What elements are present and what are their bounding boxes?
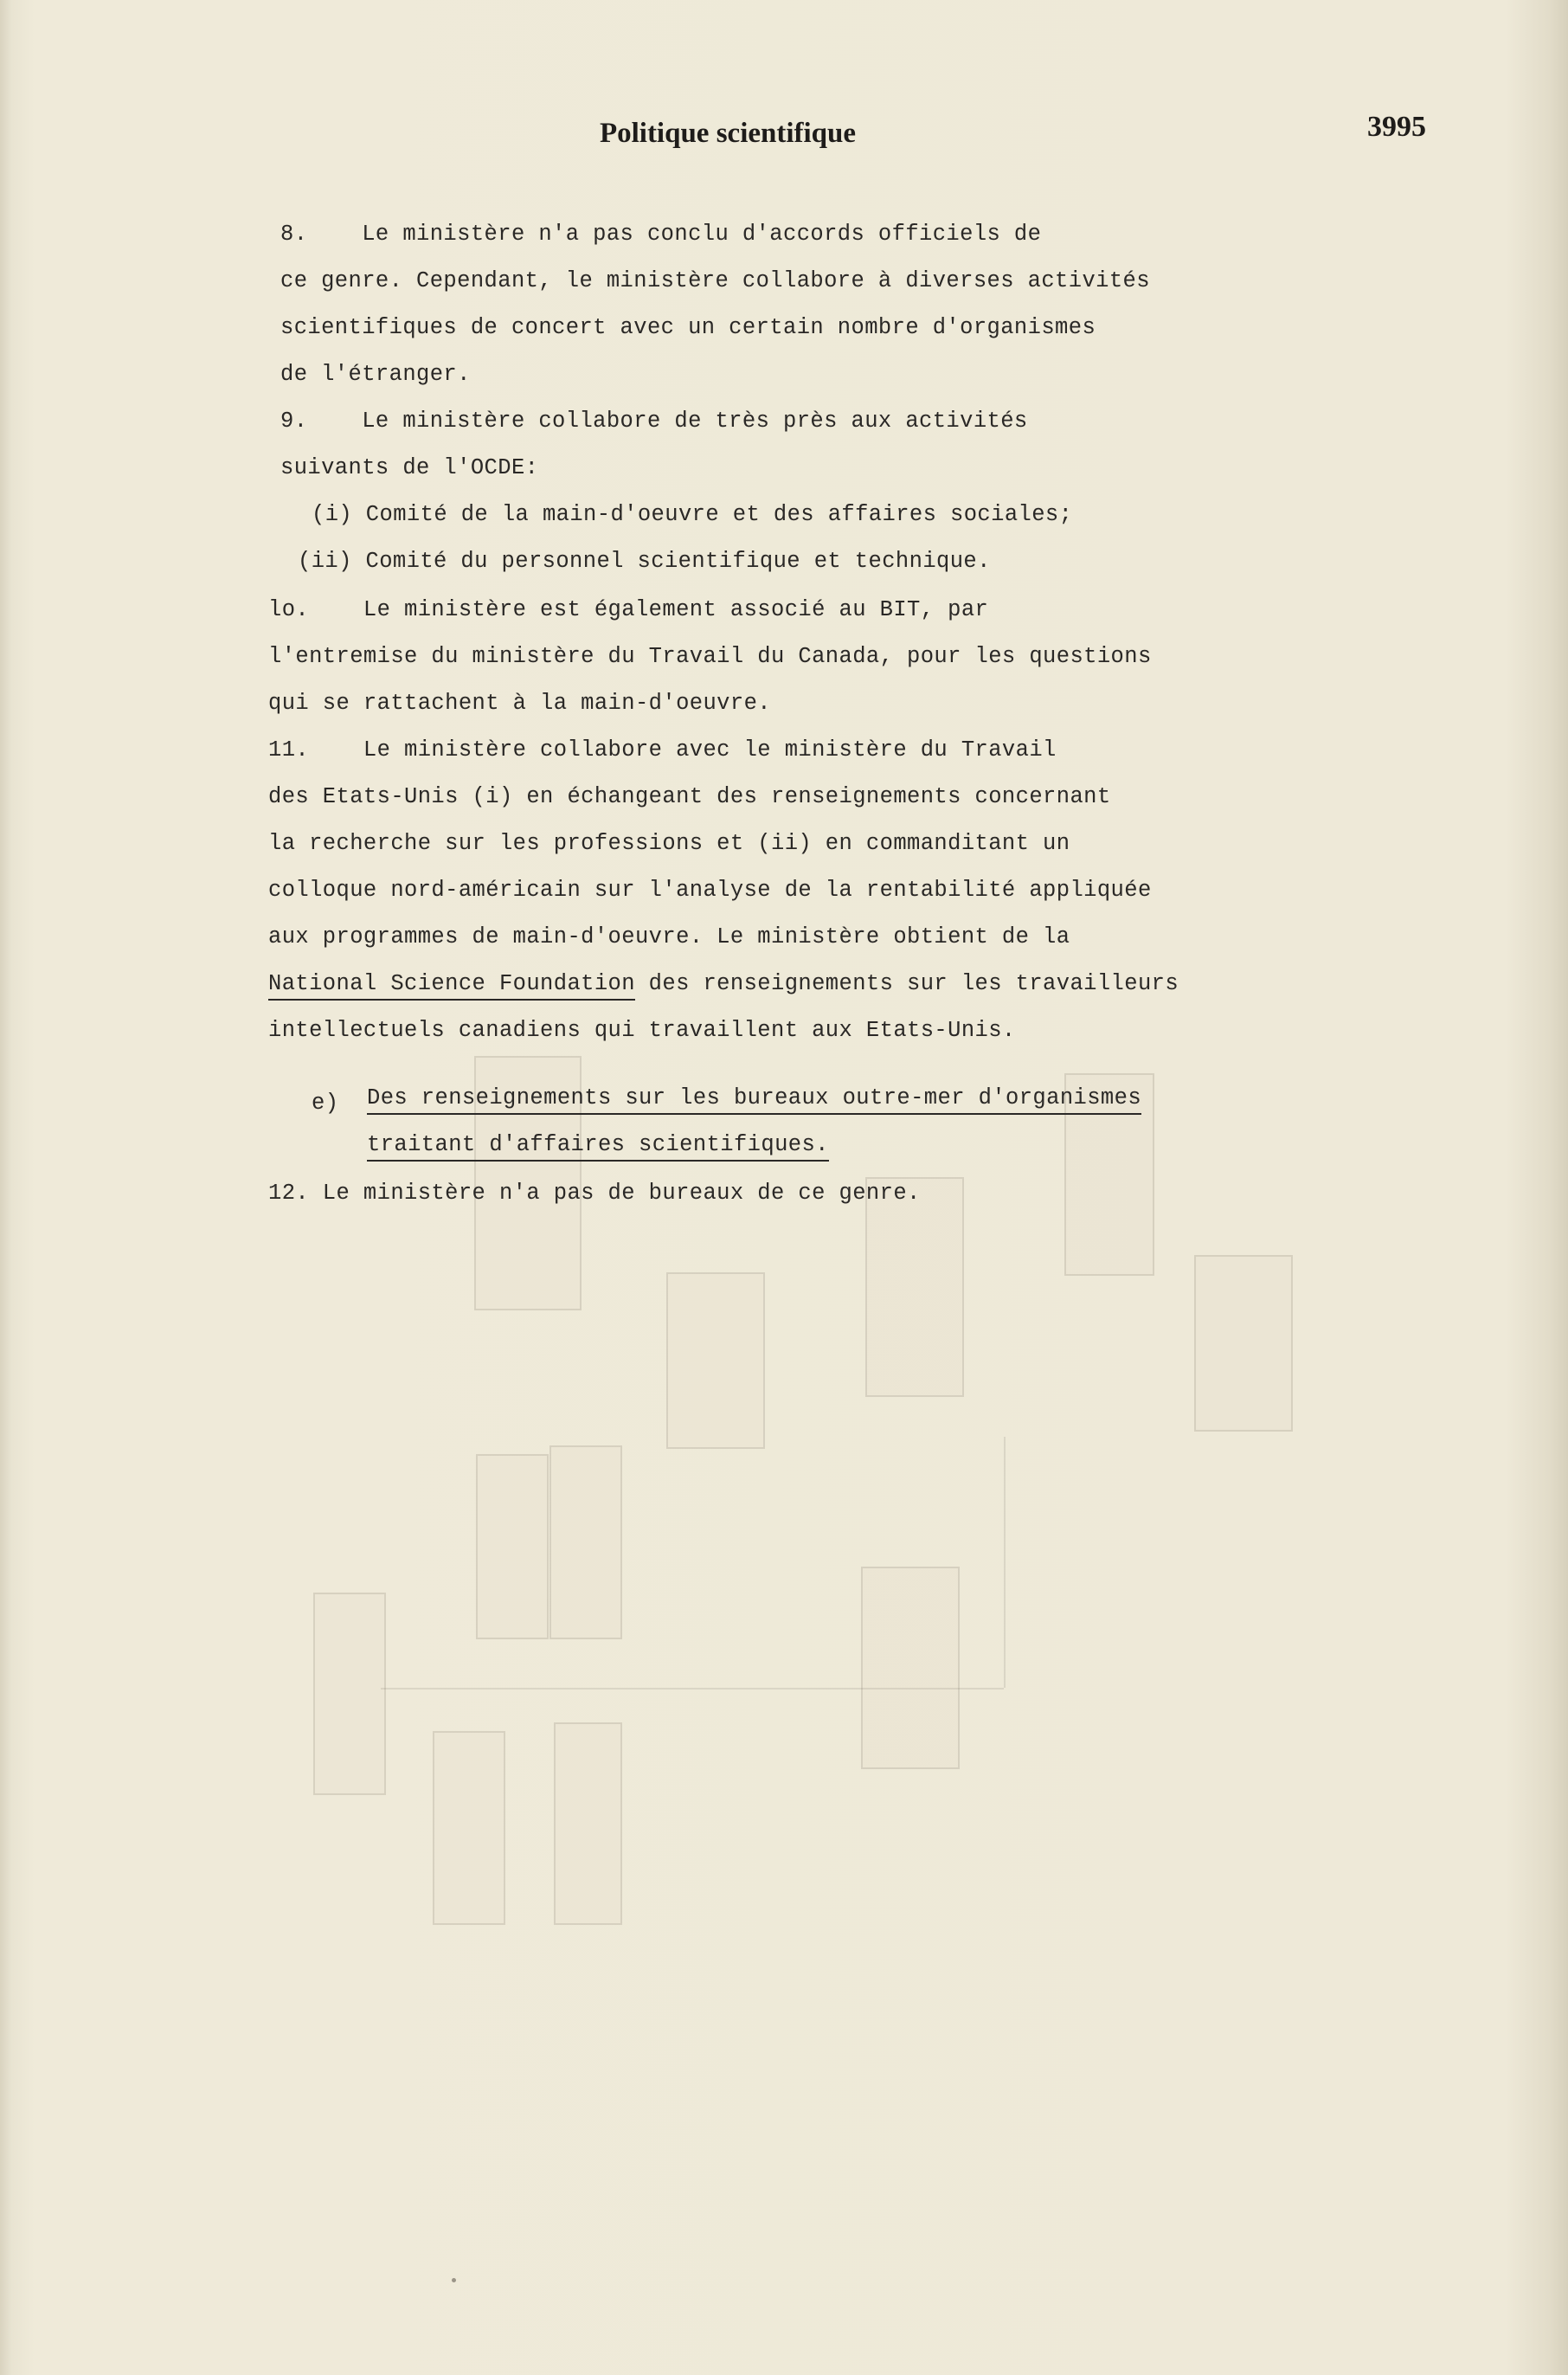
section-e-heading-line-1 xyxy=(367,1085,1141,1110)
paragraph-11-line-1: 11. Le ministère collabore avec le ministère du Travail xyxy=(268,737,1057,763)
show-through-box xyxy=(666,1272,765,1449)
section-e-heading-line-2 xyxy=(367,1132,829,1157)
paragraph-11-line-6 xyxy=(268,971,1179,996)
paragraph-8-line-2: ce genre. Cependant, le ministère collabore à diverses activités xyxy=(280,268,1150,293)
show-through-box xyxy=(433,1731,505,1925)
paragraph-10-line-2: l'entremise du ministère du Travail du Canada, pour les questions xyxy=(268,644,1152,669)
show-through-line xyxy=(1004,1437,1006,1688)
section-e-heading-text-1: Des renseignements sur les bureaux outre-mer d'organismes xyxy=(367,1085,1141,1115)
paragraph-11-line-3: la recherche sur les professions et (ii) en commanditant un xyxy=(268,831,1070,856)
section-e-heading-text-2: traitant d'affaires scientifiques. xyxy=(367,1132,829,1162)
list-item-i: (i) Comité de la main-d'oeuvre et des affaires sociales; xyxy=(312,502,1073,527)
page-title: Politique scientifique xyxy=(599,118,857,149)
paragraph-10-line-3: qui se rattachent à la main-d'oeuvre. xyxy=(268,691,771,716)
show-through-box xyxy=(554,1722,622,1925)
show-through-line xyxy=(381,1688,1004,1690)
paragraph-11-line-4: colloque nord-américain sur l'analyse de la rentabilité appliquée xyxy=(268,878,1152,903)
paragraph-12: 12. Le ministère n'a pas de bureaux de ce genre. xyxy=(268,1181,921,1206)
paragraph-11-line-2: des Etats-Unis (i) en échangeant des renseignements concernant xyxy=(268,784,1111,809)
paragraph-11-line-7: intellectuels canadiens qui travaillent aux Etats-Unis. xyxy=(268,1018,1016,1043)
show-through-box xyxy=(865,1177,964,1397)
paragraph-9-line-2: suivants de l'OCDE: xyxy=(280,455,539,480)
paragraph-9-line-1: 9. Le ministère collabore de très près aux activités xyxy=(280,409,1028,434)
show-through-box xyxy=(1194,1255,1293,1432)
paragraph-8-line-1: 8. Le ministère n'a pas conclu d'accords officiels de xyxy=(280,222,1042,247)
show-through-box xyxy=(549,1445,622,1639)
paragraph-8-line-4: de l'étranger. xyxy=(280,362,471,387)
paragraph-8-line-3: scientifiques de concert avec un certain nombre d'organismes xyxy=(280,315,1096,340)
show-through-box xyxy=(861,1567,960,1769)
show-through-box xyxy=(476,1454,549,1639)
show-through-box xyxy=(313,1593,386,1795)
page-number: 3995 xyxy=(1367,111,1426,143)
list-item-ii: (ii) Comité du personnel scientifique et technique. xyxy=(298,549,991,574)
paragraph-11-line-5: aux programmes de main-d'oeuvre. Le ministère obtient de la xyxy=(268,924,1070,949)
paragraph-11-line-6-rest: des renseignements sur les travailleurs xyxy=(634,971,1179,996)
organization-name-underlined: National Science Foundation xyxy=(268,971,635,1001)
section-e-label: e) xyxy=(312,1091,339,1116)
paragraph-10-line-1: lo. Le ministère est également associé au BIT, par xyxy=(268,597,989,622)
paper-speck xyxy=(452,2278,456,2282)
